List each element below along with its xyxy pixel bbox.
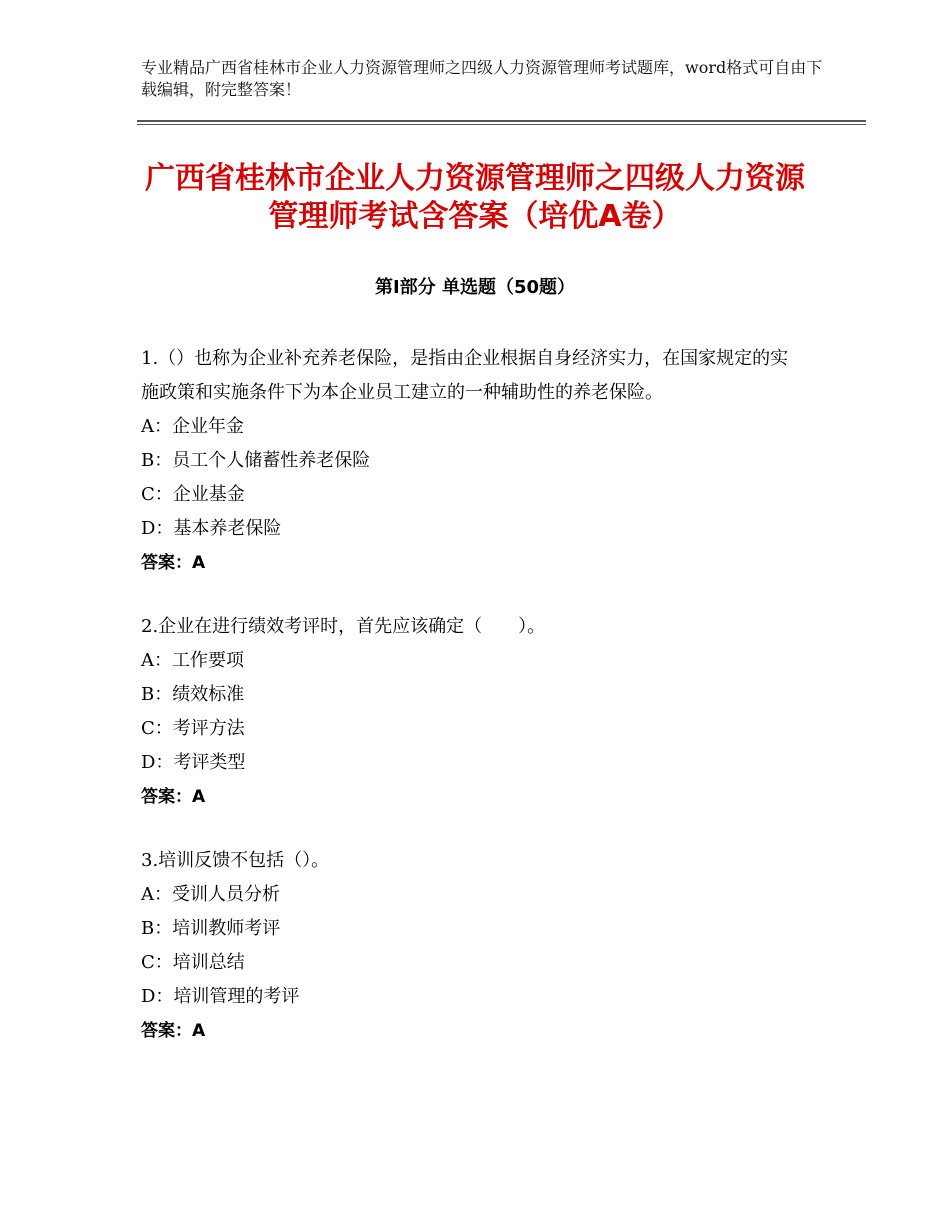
question-2: [141, 610, 801, 814]
option-a: A：企业年金: [141, 416, 244, 437]
option-a: A：受训人员分析: [141, 884, 280, 905]
document-title: 广西省桂林市企业人力资源管理师之四级人力资源管理师考试含答案（培优A卷）: [145, 161, 805, 234]
question-1: [141, 342, 801, 580]
option-c: C：考评方法: [141, 718, 245, 739]
answer: 答案：A: [141, 553, 206, 573]
question-stem: 2.企业在进行绩效考评时，首先应该确定（ ）。: [141, 616, 546, 637]
option-d: D：考评类型: [141, 752, 246, 773]
question-stem: 3.培训反馈不包括（）。: [141, 850, 330, 871]
option-d: D：基本养老保险: [141, 518, 282, 539]
option-b: B：员工个人储蓄性养老保险: [141, 450, 371, 471]
option-a: A：工作要项: [141, 650, 244, 671]
option-b: B：绩效标准: [141, 684, 245, 705]
option-c: C：企业基金: [141, 484, 245, 505]
question-list: [141, 342, 801, 1078]
option-c: C：培训总结: [141, 952, 245, 973]
header-rule-thick: [137, 120, 866, 122]
header-note: 专业精品广西省桂林市企业人力资源管理师之四级人力资源管理师考试题库，word格式可自由下载编辑，附完整答案！: [141, 58, 823, 99]
answer: 答案：A: [141, 1021, 206, 1041]
question-3: [141, 844, 801, 1048]
section-title: 第Ⅰ部分 单选题（50题）: [374, 277, 575, 298]
answer: 答案：A: [141, 787, 206, 807]
header-rule-thin: [137, 124, 866, 125]
question-stem: 1.（）也称为企业补充养老保险，是指由企业根据自身经济实力，在国家规定的实施政策和实施条件下为本企业员工建立的一种辅助性的养老保险。: [141, 348, 789, 403]
option-b: B：培训教师考评: [141, 918, 281, 939]
option-d: D：培训管理的考评: [141, 986, 300, 1007]
